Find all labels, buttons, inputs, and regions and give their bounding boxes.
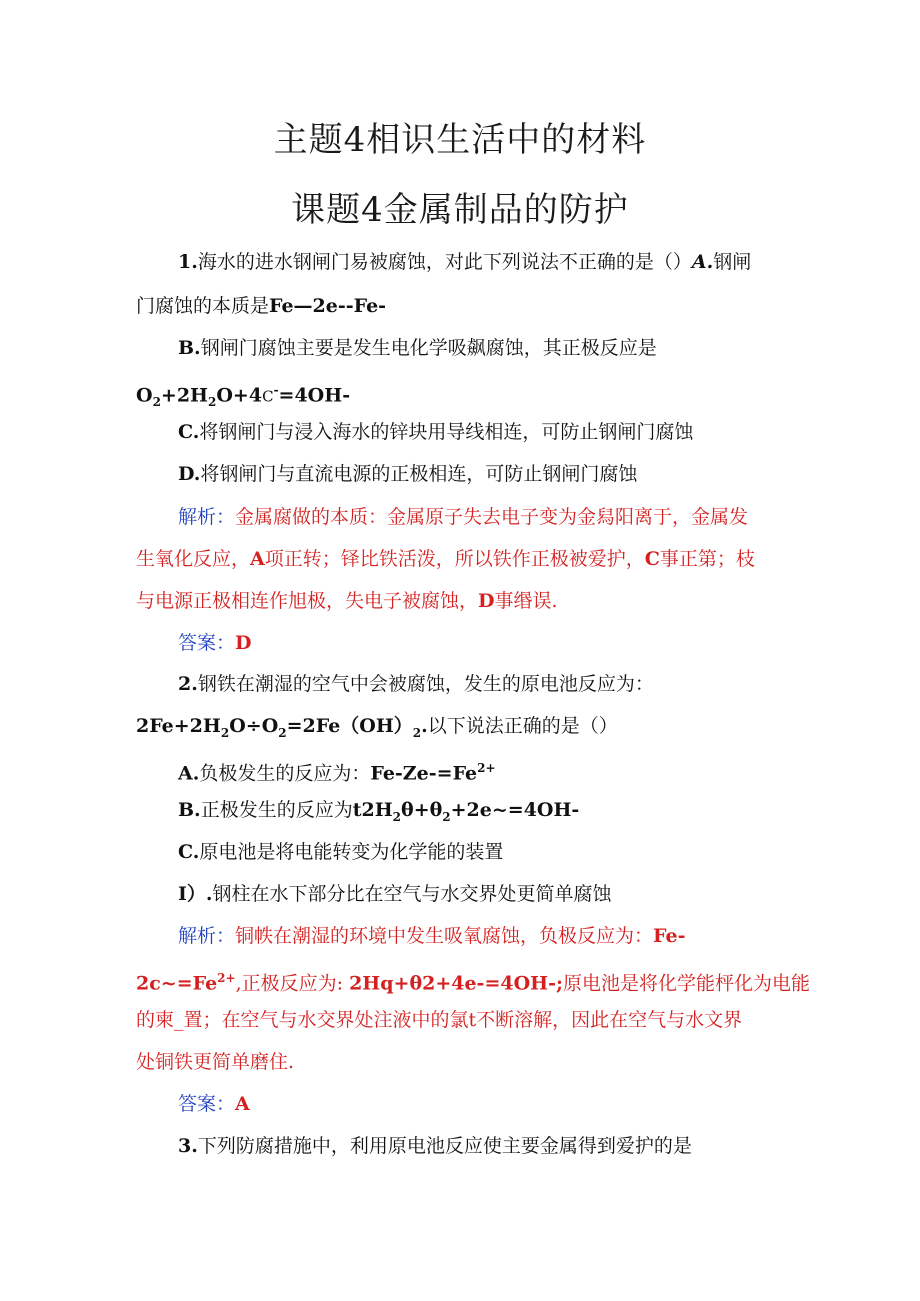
q2-option-c: C.原电池是将电能转变为化学能的装置 <box>178 841 504 863</box>
q2-answer: 答案：A <box>178 1093 250 1115</box>
q2-analysis-line-1: 解析：铜帙在潮湿的环境中发生吸氧腐蚀，负极反应为：Fe- <box>178 925 686 947</box>
q1-option-a: 门腐蚀的本质是Fe—2e--Fe- <box>136 295 387 317</box>
q1-stem: 1.海水的进水钢闸门易被腐蚀，对此下列说法不正确的是（）A.钢闸 <box>178 251 752 273</box>
q2-option-d: I）.钢柱在水下部分比在空气与水交界处更简单腐蚀 <box>178 883 612 905</box>
q2-equation: $2Fe+2H_2O\div O_2=2Fe(OH)_2$.以下说法正确的是（） <box>136 715 618 740</box>
q1-option-d: D.将钢闸门与直流电源的正极相连，可防止钢闸门腐蚀 <box>178 463 638 485</box>
q1-option-c: C.将钢闸门与浸入海水的锌块用导线相连，可防止钢闸门腐蚀 <box>178 421 694 443</box>
q2-analysis-line-2: $2c\sim=Fe^{2+}$,正极反应为: 2Hq+θ2+4e-=4OH-;原电池是将化学能枰化为电能 <box>136 971 811 995</box>
page-subtitle: 课题4金属制品的防护 <box>291 190 629 230</box>
q2-analysis-line-3: 的柬_置；在空气与水交界处注液中的氯t不断溶解，因此在空气与水文界 <box>136 1009 743 1031</box>
q2-option-b: B.正极发生的反应为$t2H_2\theta+\theta_2+2e\sim=4OH-$ <box>178 799 580 824</box>
q1-option-b: B.钢闸门腐蚀主要是发生电化学吸飙腐蚀，其正极反应是 <box>178 337 657 359</box>
q2-stem: 2.钢铁在潮湿的空气中会被腐蚀，发生的原电池反应为： <box>178 673 654 695</box>
q1-analysis-line-2: 生氧化反应，A项正转；铎比铁活泼，所以铁作正极被爱护，C事正第；枝 <box>136 548 755 570</box>
q1-answer: 答案：D <box>178 632 252 654</box>
q1-analysis-line-1: 解析：金属腐做的本质：金属原子失去电子变为金舄阳离于，金属发 <box>178 506 749 528</box>
q1-option-b-formula: $O_2+2H_2O+4C^-=4OH-$ <box>136 383 351 410</box>
q2-option-a: A.负极发生的反应为：$Fe-Ze-=Fe^{2+}$ <box>178 761 496 785</box>
q3-stem: 3.下列防腐措施中，利用原电池反应使主要金属得到爱护的是 <box>178 1135 692 1157</box>
q2-analysis-line-4: 处铜铁更简单磨住. <box>136 1051 295 1073</box>
q1-analysis-line-3: 与电源正极相连作旭极，失电子被腐蚀，D事缗误. <box>136 590 558 612</box>
page-title: 主题4相识生活中的材料 <box>273 120 647 160</box>
